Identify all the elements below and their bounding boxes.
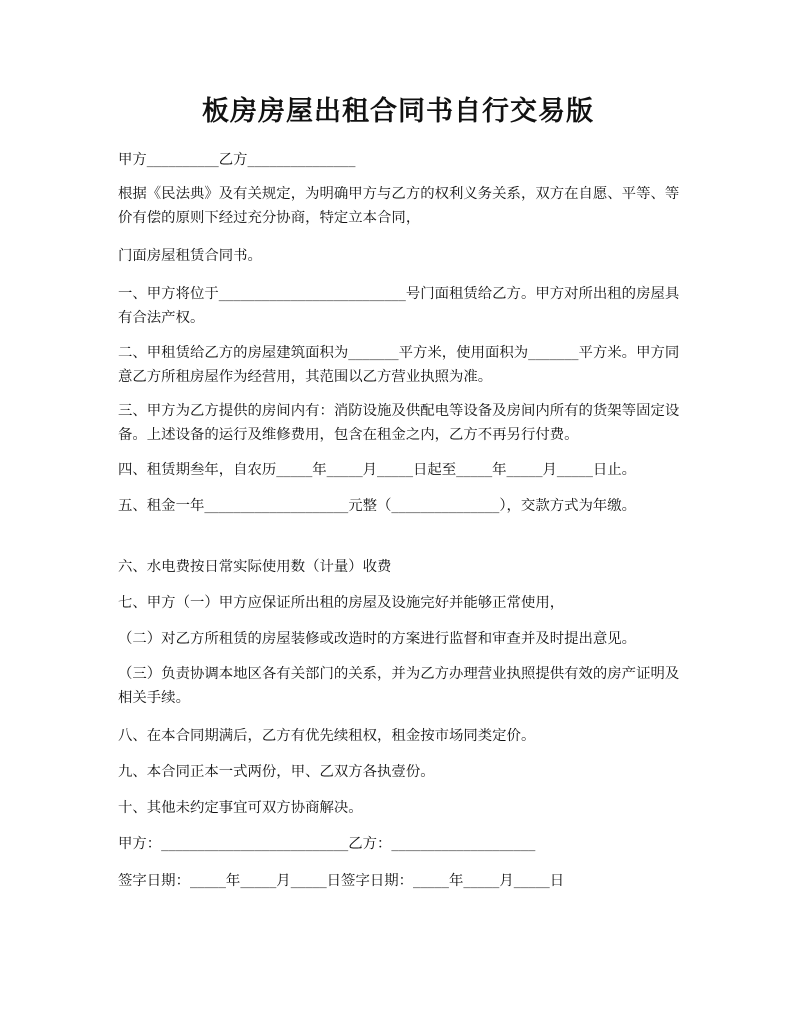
clause-5: 五、租金一年____________________元整（_______________），交款方式为年缴。 [118,498,637,514]
preamble: 根据《民法典》及有关规定，为明确甲方与乙方的权利义务关系，双方在自愿、平等、等价有偿的原则下经过充分协商，特定立本合同， [118,186,680,226]
clause-3: 三、甲方为乙方提供的房间内有：消防设施及供配电等设备及房间内所有的货架等固定设备。上述设备的运行及维修费用，包含在租金之内，乙方不再另行付费。 [118,403,680,443]
preamble-continuation: 门面房屋租赁合同书。 [118,248,262,264]
clause-2: 二、甲租赁给乙方的房屋建筑面积为_______平方米，使用面积为_______平方米。甲方同意乙方所租房屋作为经营用，其范围以乙方营业执照为准。 [118,345,680,385]
clause-10: 十、其他未约定事宜可双方协商解决。 [118,800,363,816]
clause-6: 六、水电费按日常实际使用数（计量）收费 [118,559,392,575]
signature-dates-line: 签字日期：_____年_____月_____日签字日期：_____年_____月_____日 [118,873,565,889]
clause-7-part-3: （三）负责协调本地区各有关部门的关系，并为乙方办理营业执照提供有效的房产证明及相关手续。 [118,666,680,706]
clause-8: 八、在本合同期满后，乙方有优先续租权，租金按市场同类定价。 [118,728,536,744]
signature-parties-line: 甲方：__________________________乙方：____________________ [118,836,536,852]
clause-9: 九、本合同正本一式两份，甲、乙双方各执壹份。 [118,764,435,780]
parties-line: 甲方__________乙方_______________ [118,152,356,168]
clause-7-part-2: （二）对乙方所租赁的房屋装修或改造时的方案进行监督和审查并及时提出意见。 [118,631,637,647]
clause-1: 一、甲方将位于__________________________号门面租赁给乙方。甲方对所出租的房屋具有合法产权。 [118,286,680,326]
clause-4: 四、租赁期叁年，自农历_____年_____月_____日起至_____年_____月_____日止。 [118,462,637,478]
clause-7: 七、甲方（一）甲方应保证所出租的房屋及设施完好并能够正常使用， [118,595,565,611]
document-title: 板房房屋出租合同书自行交易版 [202,96,594,127]
